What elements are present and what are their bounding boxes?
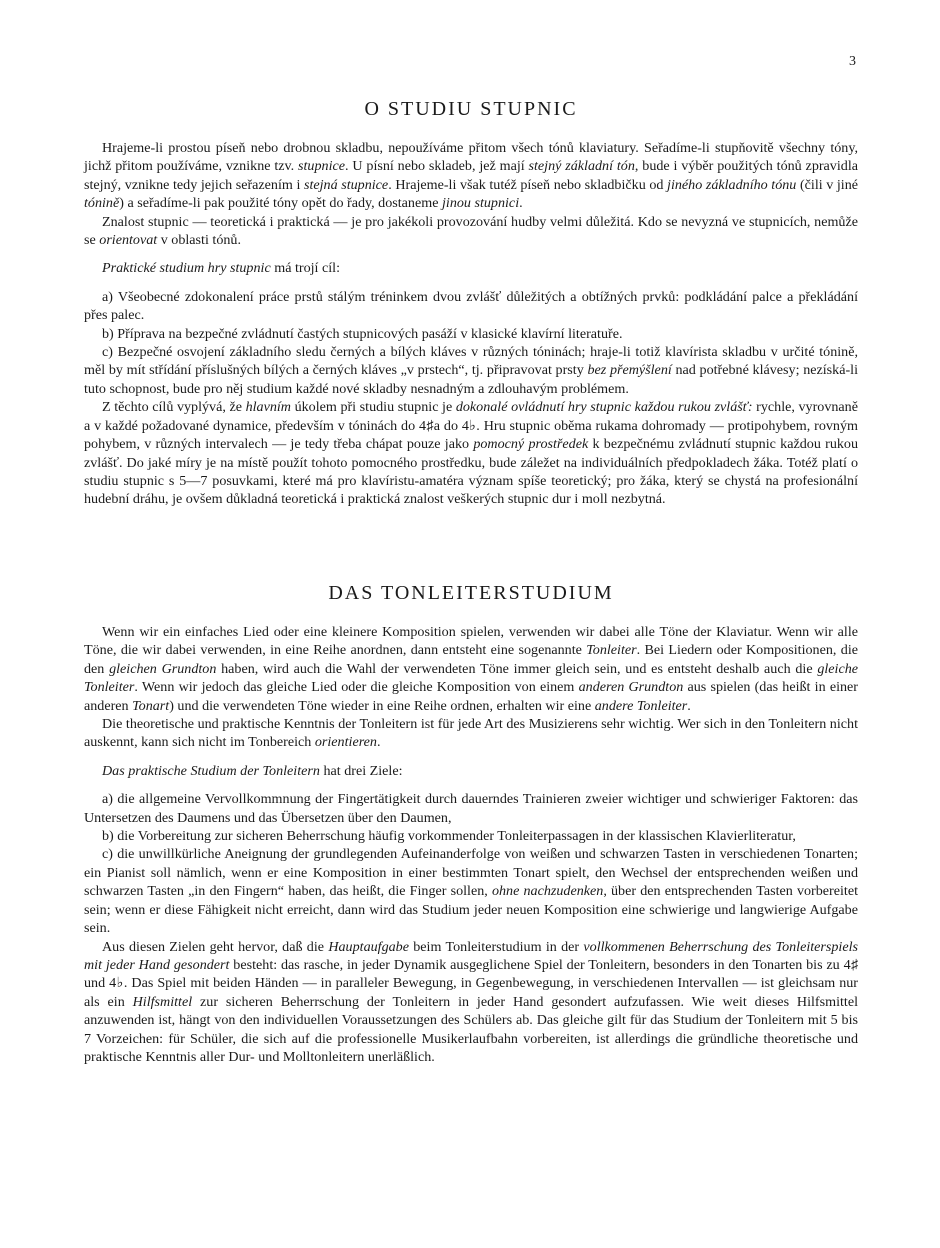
german-paragraph-goals-intro xyxy=(84,762,858,780)
german-section xyxy=(84,582,858,1066)
italic-term: Praktické studium hry stupnic xyxy=(102,260,271,277)
czech-section xyxy=(84,98,858,509)
text-run: . xyxy=(376,734,381,751)
text-run: nad potřebné klávesy; nezíská-li tuto schopnost, bude pro něj studium každé nové skladby nesnadným a zdlouhavým problémem. xyxy=(84,362,858,397)
italic-term: ohne nachzudenken xyxy=(491,883,604,900)
italic-term: Tonart xyxy=(132,697,170,714)
page-number: 3 xyxy=(849,54,856,69)
italic-term: Tonleiter xyxy=(586,642,637,659)
czech-paragraph-knowledge xyxy=(84,213,858,250)
italic-term: vollkommenen Beherrschung des Tonleiterspiels mit jeder Hand gesondert xyxy=(84,938,859,973)
italic-term: tónině xyxy=(84,195,120,212)
german-title: DAS TONLEITERSTUDIUM xyxy=(328,582,614,604)
text-run: aus spielen (das heißt in einer anderen xyxy=(84,679,859,714)
italic-term: orientovat xyxy=(99,232,158,249)
text-run: . xyxy=(519,195,523,212)
italic-term: orientieren xyxy=(314,734,377,751)
text-run: . Bei Liedern oder Kompositionen, die den xyxy=(84,642,858,677)
text-run: ) a seřadíme-li pak použité tóny opět do řady, dostaneme xyxy=(119,195,442,212)
text-run: Znalost stupnic — teoretická i praktická — je pro jakékoli provozování hudby velmi důležitá. Kdo se nevyzná ve stupnicích, nemůže se xyxy=(84,213,858,249)
text-run: zur sicheren Beherrschung der Tonleitern in jeder Hand gesondert aufzufassen. Wie weit dieses Hilfsmittel anzuwenden ist, hängt von den individuellen Voraussetzungen des Schülers ab. Das gleiche gilt für das Studium der Tonleitern mit 5 bis 7 Vorzeichen: für Schüler, die sich auf die professionelle Musikerlaufbahn vorbereiten, ist allerdings die gründliche theoretische und praktische Kenntnis aller Dur- und Molltonleitern unerläßlich. xyxy=(84,993,858,1065)
text-run: beim Tonleiterstudium in der xyxy=(408,938,584,955)
italic-term: dokonalé ovládnutí hry stupnic každou rukou zvlášť: xyxy=(455,399,753,416)
text-run: Wenn wir ein einfaches Lied oder eine kleinere Komposition spielen, verwenden wir dabei alle Töne der Klaviatur. Wenn wir alle Töne, die wir dabei verwenden, in eine Reihe anordnen, dann entsteht eine sogenannte xyxy=(84,624,858,659)
italic-term: stejný základní tón xyxy=(528,158,635,175)
text-run: ) und die verwendeten Töne wieder in eine Reihe ordnen, erhalten wir eine xyxy=(169,697,595,714)
text-run: Hrajeme-li prostou píseň nebo drobnou skladbu, nepoužíváme přitom všech tónů klaviatury. Seřadíme-li stupňovitě všechny tóny, jichž přitom používáme, vznikne tzv. xyxy=(84,140,858,175)
italic-term: hlavním xyxy=(245,399,291,416)
italic-term: andere Tonleiter xyxy=(594,697,688,714)
italic-term: stupnice xyxy=(298,158,345,175)
italic-term: jiného základního tónu xyxy=(667,176,797,193)
czech-paragraph-conclusion xyxy=(84,398,858,508)
italic-term: bez přemýšlení xyxy=(587,362,672,379)
text-run: besteht: das rasche, in jeder Dynamik ausgeglichene Spiel der Tonleitern, besonders in den Tonarten bis zu 4♯ und 4♭. Das Spiel mit beiden Händen — in paralleler Bewegung, in Gegenbewegung, in verschiedenen Intervallen — ist gleichsam nur als ein xyxy=(84,956,858,1010)
text-run: c) die unwillkürliche Aneignung der grundlegenden Aufeinanderfolge von weißen und schwarzen Tasten in verschiedenen Tonarten; ein Pianist soll nämlich, wenn er eine Komposition in einer bestimmten Tonart spielt, den Wechsel der entsprechenden weißen und schwarzen Tasten „in den Fingern“ haben, das heißt, die Finger sollen, xyxy=(84,846,858,900)
text-run: , über den entsprechenden Tasten vorbereitet sein; wenn er diese Fähigkeit nicht erreicht, dann wird das Studium jeder neuen Komposition eine schwierige und langwierige Aufgabe sein. xyxy=(84,883,859,937)
czech-title: O STUDIU STUPNIC xyxy=(364,98,578,120)
text-run: Aus diesen Zielen geht hervor, daß die xyxy=(102,938,329,955)
german-goal-b: b) die Vorbereitung zur sicheren Beherrschung häufig vorkommender Tonleiterpassagen in der klassischen Klavierliteratur, xyxy=(102,828,796,845)
czech-goal-b: b) Příprava na bezpečné zvládnutí častých stupnicových pasáží v klasické klavírní literatuře. xyxy=(102,325,623,342)
text-run: má trojí cíl: xyxy=(270,260,340,277)
text-run: Z těchto cílů vyplývá, že xyxy=(102,399,246,416)
text-run: (čili v jiné xyxy=(796,176,859,193)
italic-term: gleichen Grundton xyxy=(109,660,217,677)
italic-term: Hauptaufgabe xyxy=(328,938,409,955)
text-run: . xyxy=(687,697,691,714)
german-goal-c xyxy=(84,845,858,937)
german-goal-a: a) die allgemeine Vervollkommnung der Fingertätigkeit durch dauerndes Trainieren zweier wichtiger und schwieriger Faktoren: das Untersetzen des Daumens und das Übersetzen über den Daumen, xyxy=(84,791,858,826)
german-paragraph-knowledge xyxy=(84,715,858,752)
text-run: , bude i výběr použitých tónů zpravidla stejný, vznikne tedy jejich seřazením i xyxy=(84,158,858,193)
text-run: rychle, vyrovnaně a v každé požadované dynamice, především v tóninách do 4♯a do 4♭. Hru stupnic oběma rukama dohromady — protipohybem, rovným pohybem, v různých intervalech — je tedy třeba chápat pouze jako xyxy=(84,399,858,453)
text-run: Die theoretische und praktische Kenntnis der Tonleitern ist für jede Art des Musizierens sehr wichtig. Wer sich in den Tonleitern nicht auskennt, kann sich nicht im Tonbereich xyxy=(84,716,858,751)
czech-paragraph-intro xyxy=(84,139,858,213)
text-run: . Wenn wir jedoch das gleiche Lied oder die gleiche Komposition von einem xyxy=(134,679,579,696)
italic-term: gleiche Tonleiter xyxy=(84,660,859,696)
italic-term: Das praktische Studium der Tonleitern xyxy=(102,762,320,779)
italic-term: jinou stupnici xyxy=(441,195,520,212)
text-run: . Hrajeme-li však tutéž píseň nebo skladbičku od xyxy=(388,176,668,193)
czech-goal-c xyxy=(84,343,858,398)
italic-term: stejná stupnice xyxy=(303,176,389,193)
text-run: k bezpečnému zvládnutí stupnic každou rukou zvlášť. Do jaké míry je na místě použít tohoto pomocného prostředku, bude záležet na individuálních předpokladech žáka. Totéž platí o studiu stupnic s 5—7 posuvkami, které má pro klavíristu-amatéra význam spíše teoretický; pro žáka, který se chystá na profesionální hudební dráhu, je ovšem důkladná teoretická i praktická znalost veškerých stupnic dur i moll nezbytná. xyxy=(84,436,859,508)
italic-term: anderen Grundton xyxy=(578,679,684,696)
text-run: v oblasti tónů. xyxy=(157,232,241,249)
italic-term: pomocný prostředek xyxy=(473,436,589,453)
german-paragraph-conclusion xyxy=(84,938,858,1067)
italic-term: Hilfsmittel xyxy=(132,993,193,1010)
czech-paragraph-goals-intro xyxy=(84,259,858,277)
text-run: c) Bezpečné osvojení základního sledu černých a bílých kláves v různých tóninách; hraje-li totiž klavírista skladbu v určité tónině, měl by mít střídání příslušných bílých a černých kláves „v prstech“, tj. připravovat prsty xyxy=(84,344,858,379)
german-paragraph-intro xyxy=(84,623,858,715)
text-run: haben, wird auch die Wahl der verwendeten Töne immer gleich sein, und es entsteht deshalb auch die xyxy=(216,660,818,677)
czech-goal-a: a) Všeobecné zdokonalení práce prstů stálým tréninkem dvou zvlášť důležitých a obtížných prvků: podkládání palce a překládání přes palec. xyxy=(84,288,858,324)
text-run: . U písní nebo skladeb, jež mají xyxy=(345,158,529,175)
text-run: hat drei Ziele: xyxy=(319,762,403,779)
text-run: úkolem při studiu stupnic je xyxy=(290,399,456,416)
